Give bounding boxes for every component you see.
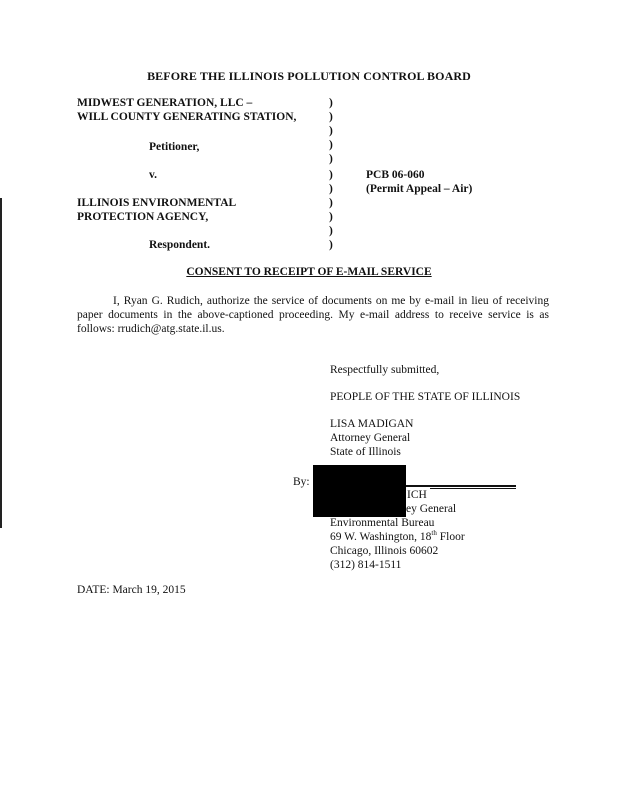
document-title: BEFORE THE ILLINOIS POLLUTION CONTROL BOARD (147, 69, 471, 83)
signer-title-partial: ey General (406, 503, 457, 515)
consent-heading-text: CONSENT TO RECEIPT OF E-MAIL SERVICE (186, 266, 432, 278)
caption-paren: ) (329, 211, 333, 223)
caption-paren: ) (329, 125, 333, 137)
party-name: PEOPLE OF THE STATE OF ILLINOIS (330, 391, 521, 403)
respondent-name-line2: PROTECTION AGENCY, (77, 211, 209, 223)
caption-paren: ) (329, 169, 333, 181)
attorney-general-state: State of Illinois (330, 446, 401, 458)
petitioner-name-line1: MIDWEST GENERATION, LLC – (77, 97, 253, 109)
date-line: DATE: March 19, 2015 (77, 584, 186, 596)
caption-paren: ) (329, 153, 333, 165)
scan-edge-mark (0, 198, 2, 528)
closing: Respectfully submitted, (330, 364, 440, 376)
address-line1-suffix: th (431, 529, 437, 538)
bureau-name: Environmental Bureau (330, 517, 435, 529)
address-line1 (330, 531, 465, 543)
by-label: By: (293, 476, 310, 488)
address-line1-main: 69 W. Washington, 18 (330, 531, 432, 543)
respondent-name-line1: ILLINOIS ENVIRONMENTAL (77, 197, 237, 209)
respondent-label: Respondent. (149, 239, 211, 251)
caption-paren: ) (329, 225, 333, 237)
petitioner-name-line2: WILL COUNTY GENERATING STATION, (77, 111, 297, 123)
case-number: PCB 06-060 (366, 169, 425, 181)
consent-paragraph: I, Ryan G. Rudich, authorize the service of documents on me by e-mail in lieu of receiving paper documents in the above-captioned proceeding. My e-mail address to receive service is as follows: rrudich@atg.state.il.us. (77, 295, 549, 335)
signature-line (406, 485, 516, 487)
address-line2: Chicago, Illinois 60602 (330, 545, 439, 557)
versus-label: v. (149, 169, 157, 181)
caption-paren: ) (329, 97, 333, 109)
address-line1-floor: Floor (436, 531, 465, 543)
petitioner-label: Petitioner, (149, 141, 200, 153)
caption-paren: ) (329, 111, 333, 123)
phone-number: (312) 814-1511 (330, 559, 402, 571)
signature-stroke (430, 488, 516, 489)
caption-paren: ) (329, 197, 333, 209)
redaction-block (313, 465, 406, 517)
caption-paren: ) (329, 139, 333, 151)
case-type: (Permit Appeal – Air) (366, 183, 473, 195)
attorney-general-title: Attorney General (330, 432, 411, 444)
caption-paren: ) (329, 183, 333, 195)
caption-paren: ) (329, 239, 333, 251)
consent-heading (0, 266, 618, 278)
signer-name-partial: ICH (407, 489, 427, 501)
attorney-general-name: LISA MADIGAN (330, 418, 414, 430)
